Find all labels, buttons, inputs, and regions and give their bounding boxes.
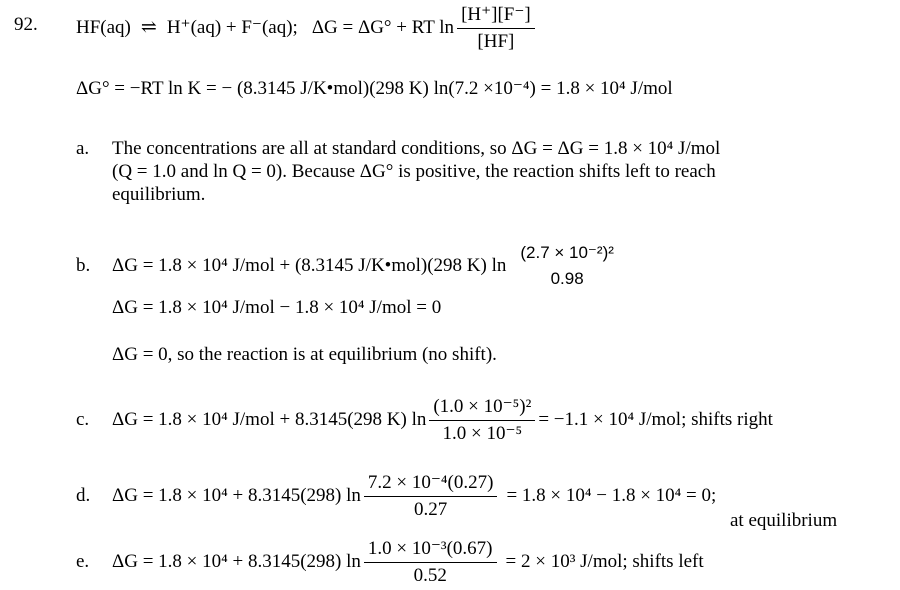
part-d-label: d.	[76, 485, 91, 506]
part-d-numerator: 7.2 × 10⁻⁴(0.27)	[364, 472, 498, 497]
part-e-label: e.	[76, 551, 90, 572]
part-c-label: c.	[76, 409, 90, 430]
part-c-equation	[76, 392, 773, 448]
part-a-line-3: equilibrium.	[112, 184, 206, 205]
part-b-equation	[76, 238, 621, 294]
part-d-expression: ΔG = 1.8 × 10⁴ + 8.3145(298) ln	[112, 485, 361, 506]
part-c-fraction	[429, 396, 535, 445]
delta-g-expression: ΔG = ΔG° + RT ln	[311, 17, 455, 38]
q-fraction	[457, 4, 535, 53]
part-e-equation	[76, 534, 704, 590]
equilibrium-equation	[76, 0, 538, 56]
part-c-denominator: 1.0 × 10⁻⁵	[442, 422, 523, 444]
part-e-expression: ΔG = 1.8 × 10⁴ + 8.3145(298) ln	[112, 551, 361, 572]
part-c-expression: ΔG = 1.8 × 10⁴ J/mol + 8.3145(298 K) ln	[112, 409, 427, 430]
reaction-rhs: H⁺(aq) + F⁻(aq);	[166, 17, 298, 38]
part-b-numerator: (2.7 × 10⁻²)²	[520, 243, 614, 262]
part-b-expression: ΔG = 1.8 × 10⁴ J/mol + (8.3145 J/K•mol)(298 K) ln	[112, 255, 507, 276]
part-b-line-3: ΔG = 0, so the reaction is at equilibrium (no shift).	[112, 344, 497, 365]
part-d-fraction	[364, 472, 498, 521]
part-b-fraction	[516, 242, 618, 290]
q-denominator: [HF]	[477, 30, 515, 52]
part-b-line-2: ΔG = 1.8 × 10⁴ J/mol − 1.8 × 10⁴ J/mol = 0	[112, 297, 442, 318]
part-b-label: b.	[76, 255, 91, 276]
part-e-fraction	[364, 538, 497, 587]
part-e-result: = 2 × 10³ J/mol; shifts left	[505, 551, 704, 572]
part-e-numerator: 1.0 × 10⁻³(0.67)	[364, 538, 497, 563]
part-a-line-2: (Q = 1.0 and ln Q = 0). Because ΔG° is positive, the reaction shifts left to reach	[112, 161, 716, 182]
part-c-result: = −1.1 × 10⁴ J/mol; shifts right	[538, 409, 773, 430]
part-d-denominator: 0.27	[414, 498, 448, 520]
part-d-result: = 1.8 × 10⁴ − 1.8 × 10⁴ = 0;	[506, 485, 717, 506]
part-a-line-1: The concentrations are all at standard conditions, so ΔG = ΔG = 1.8 × 10⁴ J/mol	[112, 138, 721, 159]
equilibrium-arrow: ⇌	[140, 17, 157, 38]
part-a-label: a.	[76, 138, 90, 159]
part-b-denominator: 0.98	[550, 269, 584, 288]
reaction-lhs: HF(aq)	[76, 17, 131, 38]
delta-g-standard: ΔG° = −RT ln K = − (8.3145 J/K•mol)(298 K) ln(7.2 ×10⁻⁴) = 1.8 × 10⁴ J/mol	[76, 78, 673, 99]
part-d-conclusion: at equilibrium	[730, 510, 838, 531]
part-e-denominator: 0.52	[413, 564, 447, 586]
q-numerator: [H⁺][F⁻]	[457, 4, 535, 29]
problem-number: 92.	[14, 14, 38, 35]
part-d-equation	[76, 468, 716, 524]
part-c-numerator: (1.0 × 10⁻⁵)²	[429, 396, 535, 421]
